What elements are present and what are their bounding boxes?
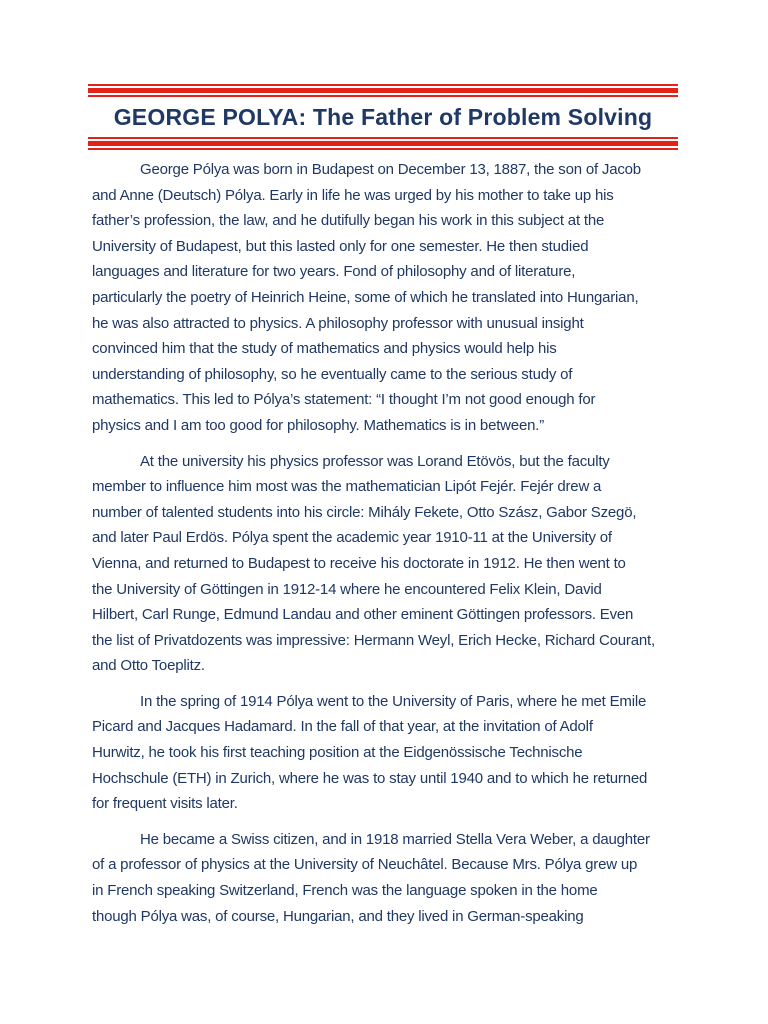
text-line: for frequent visits later.: [92, 795, 238, 813]
text-line: physics and I am too good for philosophy. Mathematics is in between.”: [92, 416, 544, 434]
page-title: GEORGE POLYA: The Father of Problem Solving: [113, 104, 653, 130]
text-line: George Pólya was born in Budapest on December 13, 1887, the son of Jacob: [140, 161, 641, 178]
text-line: convinced him that the study of mathematics and physics would help his: [92, 340, 557, 358]
text-line: and later Paul Erdös. Pólya spent the academic year 1910-11 at the University of: [92, 529, 612, 547]
text-line: Hilbert, Carl Runge, Edmund Landau and other eminent Göttingen professors. Even: [92, 606, 634, 624]
text-line: number of talented students into his circle: Mihály Fekete, Otto Szász, Gabor Szegö,: [92, 503, 637, 521]
paragraph: [92, 689, 682, 817]
title-rule-bottom: [88, 137, 678, 150]
text-line: understanding of philosophy, so he eventually came to the serious study of: [92, 365, 573, 383]
rule-thin-line: [88, 148, 678, 150]
document-header: [88, 84, 678, 150]
title-rule-top: [88, 84, 678, 97]
text-line: Hurwitz, he took his first teaching position at the Eidgenössische Technische: [92, 744, 583, 762]
text-line: in French speaking Switzerland, French was the language spoken in the home: [92, 882, 598, 900]
paragraph: [92, 449, 682, 679]
paragraph: [92, 157, 682, 439]
document-body: [92, 157, 682, 939]
paragraph: [92, 827, 682, 929]
text-line: of a professor of physics at the University of Neuchâtel. Because Mrs. Pólya grew up: [92, 856, 638, 874]
text-line: the University of Göttingen in 1912-14 where he encountered Felix Klein, David: [92, 580, 602, 598]
text-line: languages and literature for two years. Fond of philosophy and of literature,: [92, 263, 576, 281]
text-line: He became a Swiss citizen, and in 1918 married Stella Vera Weber, a daughter: [140, 830, 650, 848]
text-line: and Otto Toeplitz.: [92, 657, 205, 675]
text-line: he was also attracted to physics. A philosophy professor with unusual insight: [92, 314, 584, 332]
text-line: Hochschule (ETH) in Zurich, where he was to stay until 1940 and to which he returned: [92, 769, 648, 787]
text-line: father’s profession, the law, and he dutifully began his work in this subject at the: [92, 212, 605, 230]
text-line: University of Budapest, but this lasted only for one semester. He then studied: [92, 237, 589, 255]
text-line: though Pólya was, of course, Hungarian, and they lived in German-speaking: [92, 907, 584, 925]
text-line: mathematics. This led to Pólya’s statement: “I thought I’m not good enough for: [92, 391, 596, 409]
text-line: Picard and Jacques Hadamard. In the fall of that year, at the invitation of Adolf: [92, 718, 593, 736]
text-line: particularly the poetry of Heinrich Heine, some of which he translated into Hungarian,: [92, 288, 639, 306]
text-line: and Anne (Deutsch) Pólya. Early in life he was urged by his mother to take up his: [92, 186, 614, 204]
text-line: member to influence him most was the mathematician Lipót Fejér. Fejér drew a: [92, 478, 602, 496]
text-line: At the university his physics professor was Lorand Etövös, but the faculty: [140, 452, 610, 470]
text-line: the list of Privatdozents was impressive: Hermann Weyl, Erich Hecke, Richard Courant,: [92, 631, 655, 649]
text-line: Vienna, and returned to Budapest to receive his doctorate in 1912. He then went to: [92, 554, 626, 572]
text-line: In the spring of 1914 Pólya went to the University of Paris, where he met Emile: [140, 692, 647, 710]
